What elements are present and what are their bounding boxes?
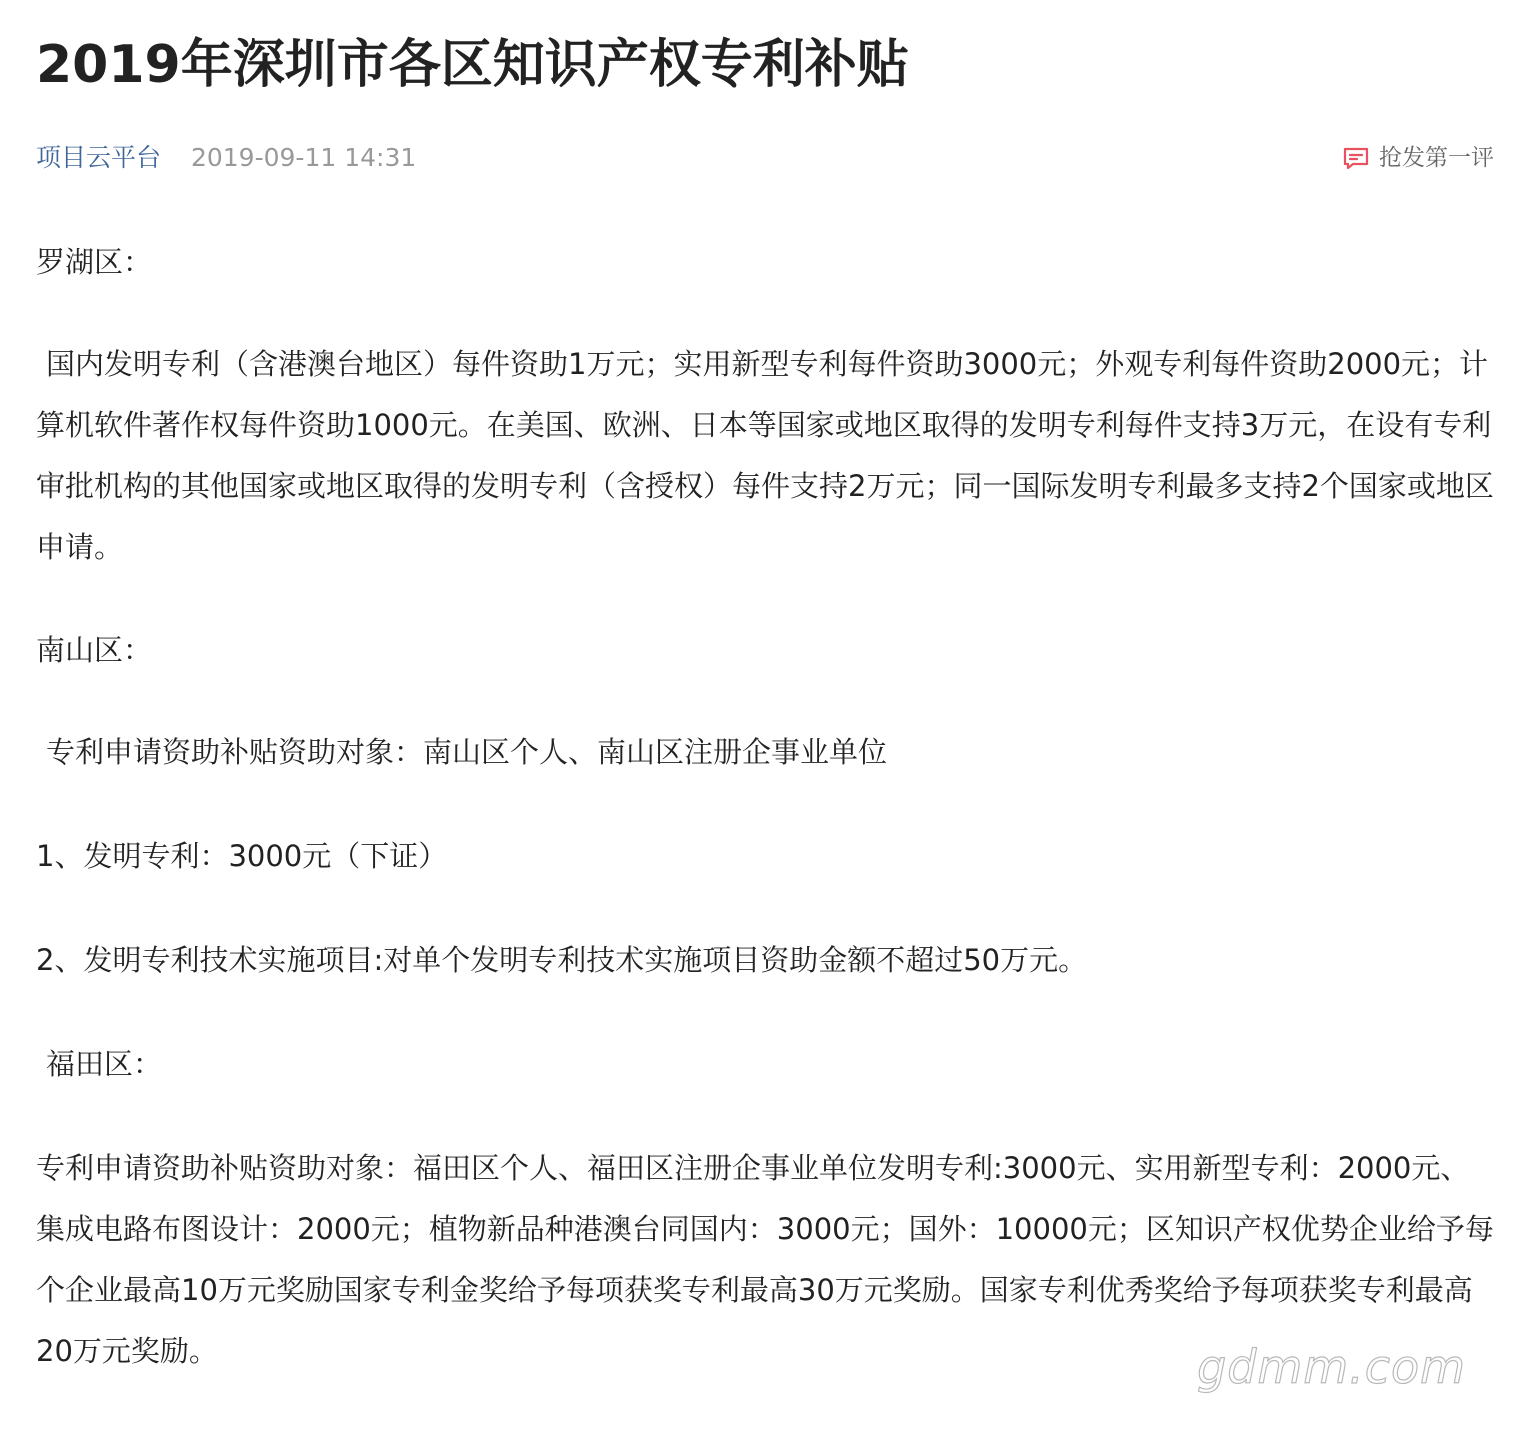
watermark: gdmm.com <box>1197 1340 1466 1394</box>
futian-paragraph: 专利申请资助补贴资助对象：福田区个人、福田区注册企事业单位发明专利:3000元、实用新型专利：2000元、集成电路布图设计：2000元；植物新品种港澳台同国内：3000元；国外：10000元；区知识产权优势企业给予每个企业最高10万元奖励国家专利金奖给予每项获奖专利最高30万元奖励。国家专利优秀奖给予每项获奖专利最高20万元奖励。 <box>36 1151 1494 1368</box>
publish-time: 2019-09-11 14:31 <box>190 143 417 172</box>
futian-heading: 福田区： <box>46 1047 163 1081</box>
nanshan-target: 专利申请资助补贴资助对象：南山区个人、南山区注册企事业单位 <box>46 735 888 769</box>
luohu-paragraph: 国内发明专利（含港澳台地区）每件资助1万元；实用新型专利每件资助3000元；外观专利每件资助2000元；计算机软件著作权每件资助1000元。在美国、欧洲、日本等国家或地区取得的发明专利每件支持3万元，在设有专利审批机构的其他国家或地区取得的发明专利（含授权）每件支持2万元；同一国际发明专利最多支持2个国家或地区申请。 <box>36 347 1494 564</box>
luohu-heading: 罗湖区： <box>36 245 153 279</box>
source-link[interactable]: 项目云平台 <box>36 143 162 172</box>
nanshan-item-2: 2、发明专利技术实施项目:对单个发明专利技术实施项目资助金额不超过50万元。 <box>36 943 1088 977</box>
comment-button[interactable] <box>1341 138 1494 178</box>
nanshan-heading: 南山区： <box>36 633 153 667</box>
nanshan-item-1: 1、发明专利：3000元（下证） <box>36 839 448 873</box>
comment-label: 抢发第一评 <box>1379 145 1494 171</box>
article-meta <box>36 138 1494 178</box>
comment-icon <box>1341 143 1371 173</box>
page-title: 2019年深圳市各区知识产权专利补贴 <box>36 35 909 95</box>
